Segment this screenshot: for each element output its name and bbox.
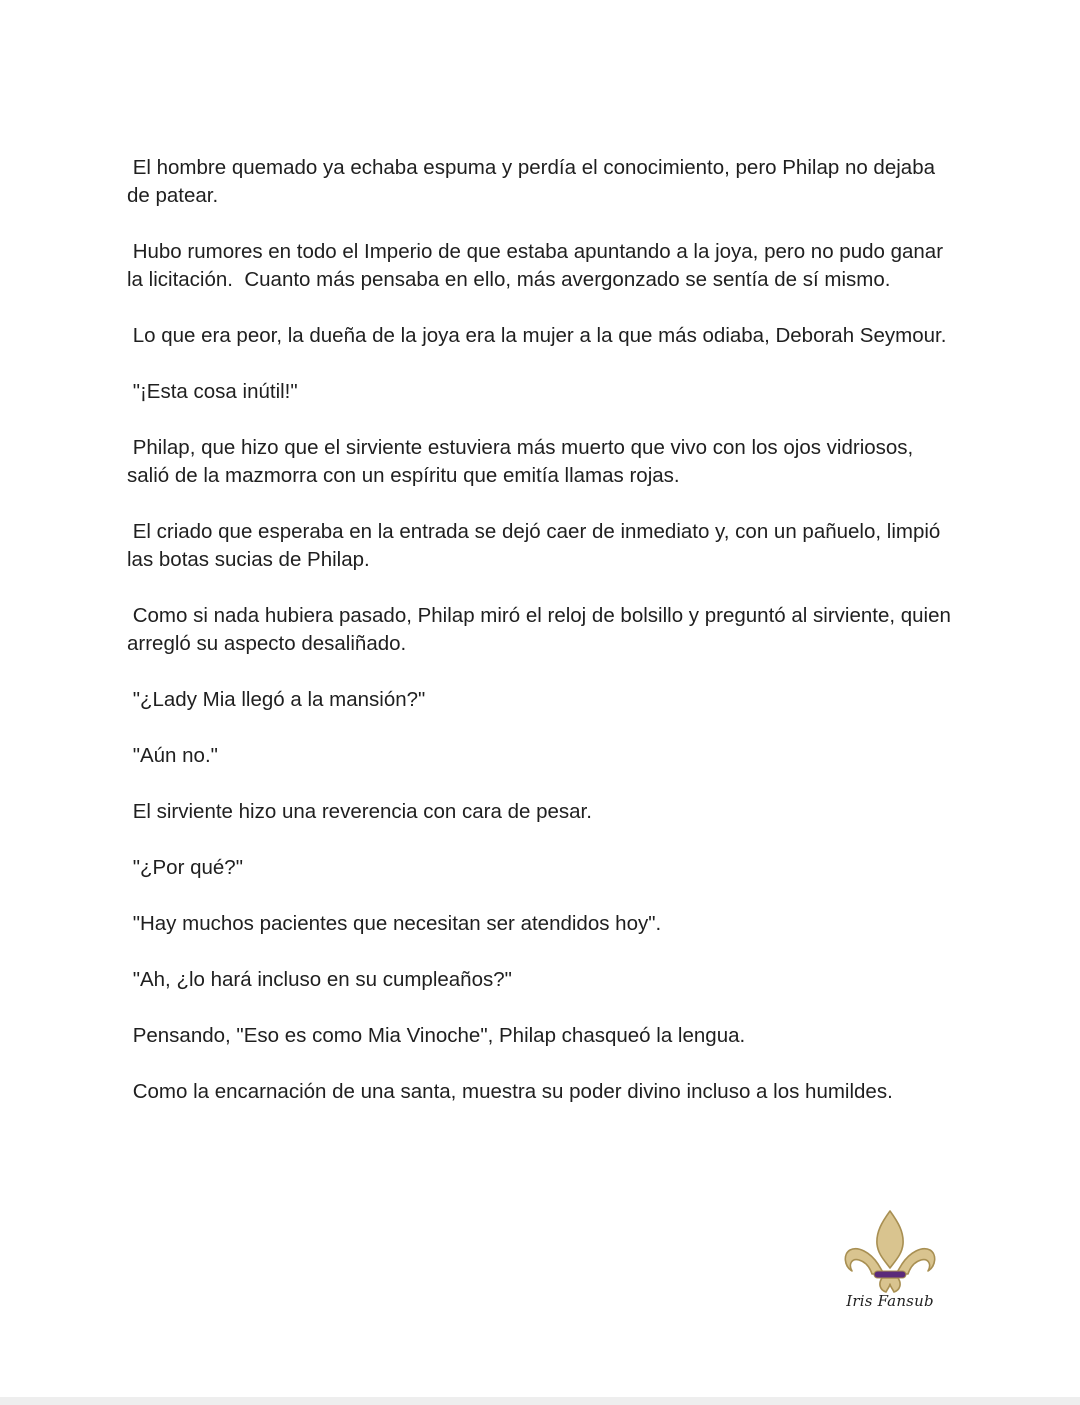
paragraph: "Ah, ¿lo hará incluso en su cumpleaños?" — [127, 968, 512, 991]
paragraph: El hombre quemado ya echaba espuma y perdía el conocimiento, pero Philap no dejaba de patear. — [127, 156, 941, 207]
paragraph: "¡Esta cosa inútil!" — [127, 380, 298, 403]
document-body — [127, 154, 957, 1134]
paragraph: "Hay muchos pacientes que necesitan ser atendidos hoy". — [127, 912, 662, 935]
paragraph: "Aún no." — [127, 744, 218, 767]
paragraph: Lo que era peor, la dueña de la joya era la mujer a la que más odiaba, Deborah Seymour. — [127, 324, 947, 347]
paragraph: Hubo rumores en todo el Imperio de que estaba apuntando a la joya, pero no pudo ganar la licitación. Cuanto más pensaba en ello, más avergonzado se sentía de sí mismo. — [127, 240, 949, 291]
bottom-bar — [0, 1397, 1080, 1405]
fleur-de-lis-icon — [838, 1208, 942, 1294]
paragraph: El criado que esperaba en la entrada se dejó caer de inmediato y, con un pañuelo, limpió las botas sucias de Philap. — [127, 520, 947, 571]
paragraph: "¿Lady Mia llegó a la mansión?" — [127, 688, 426, 711]
paragraph: Como si nada hubiera pasado, Philap miró el reloj de bolsillo y preguntó al sirviente, quien arregló su aspecto desaliñado. — [127, 604, 957, 655]
paragraph: Pensando, "Eso es como Mia Vinoche", Philap chasqueó la lengua. — [127, 1024, 746, 1047]
paragraph: El sirviente hizo una reverencia con cara de pesar. — [127, 800, 592, 823]
paragraph: "¿Por qué?" — [127, 856, 243, 879]
fansub-logo — [838, 1208, 942, 1320]
paragraph: Como la encarnación de una santa, muestra su poder divino incluso a los humildes. — [127, 1080, 893, 1103]
logo-caption: Iris Fansub — [846, 1292, 934, 1310]
paragraph: Philap, que hizo que el sirviente estuviera más muerto que vivo con los ojos vidriosos, salió de la mazmorra con un espíritu que emitía llamas rojas. — [127, 436, 919, 487]
